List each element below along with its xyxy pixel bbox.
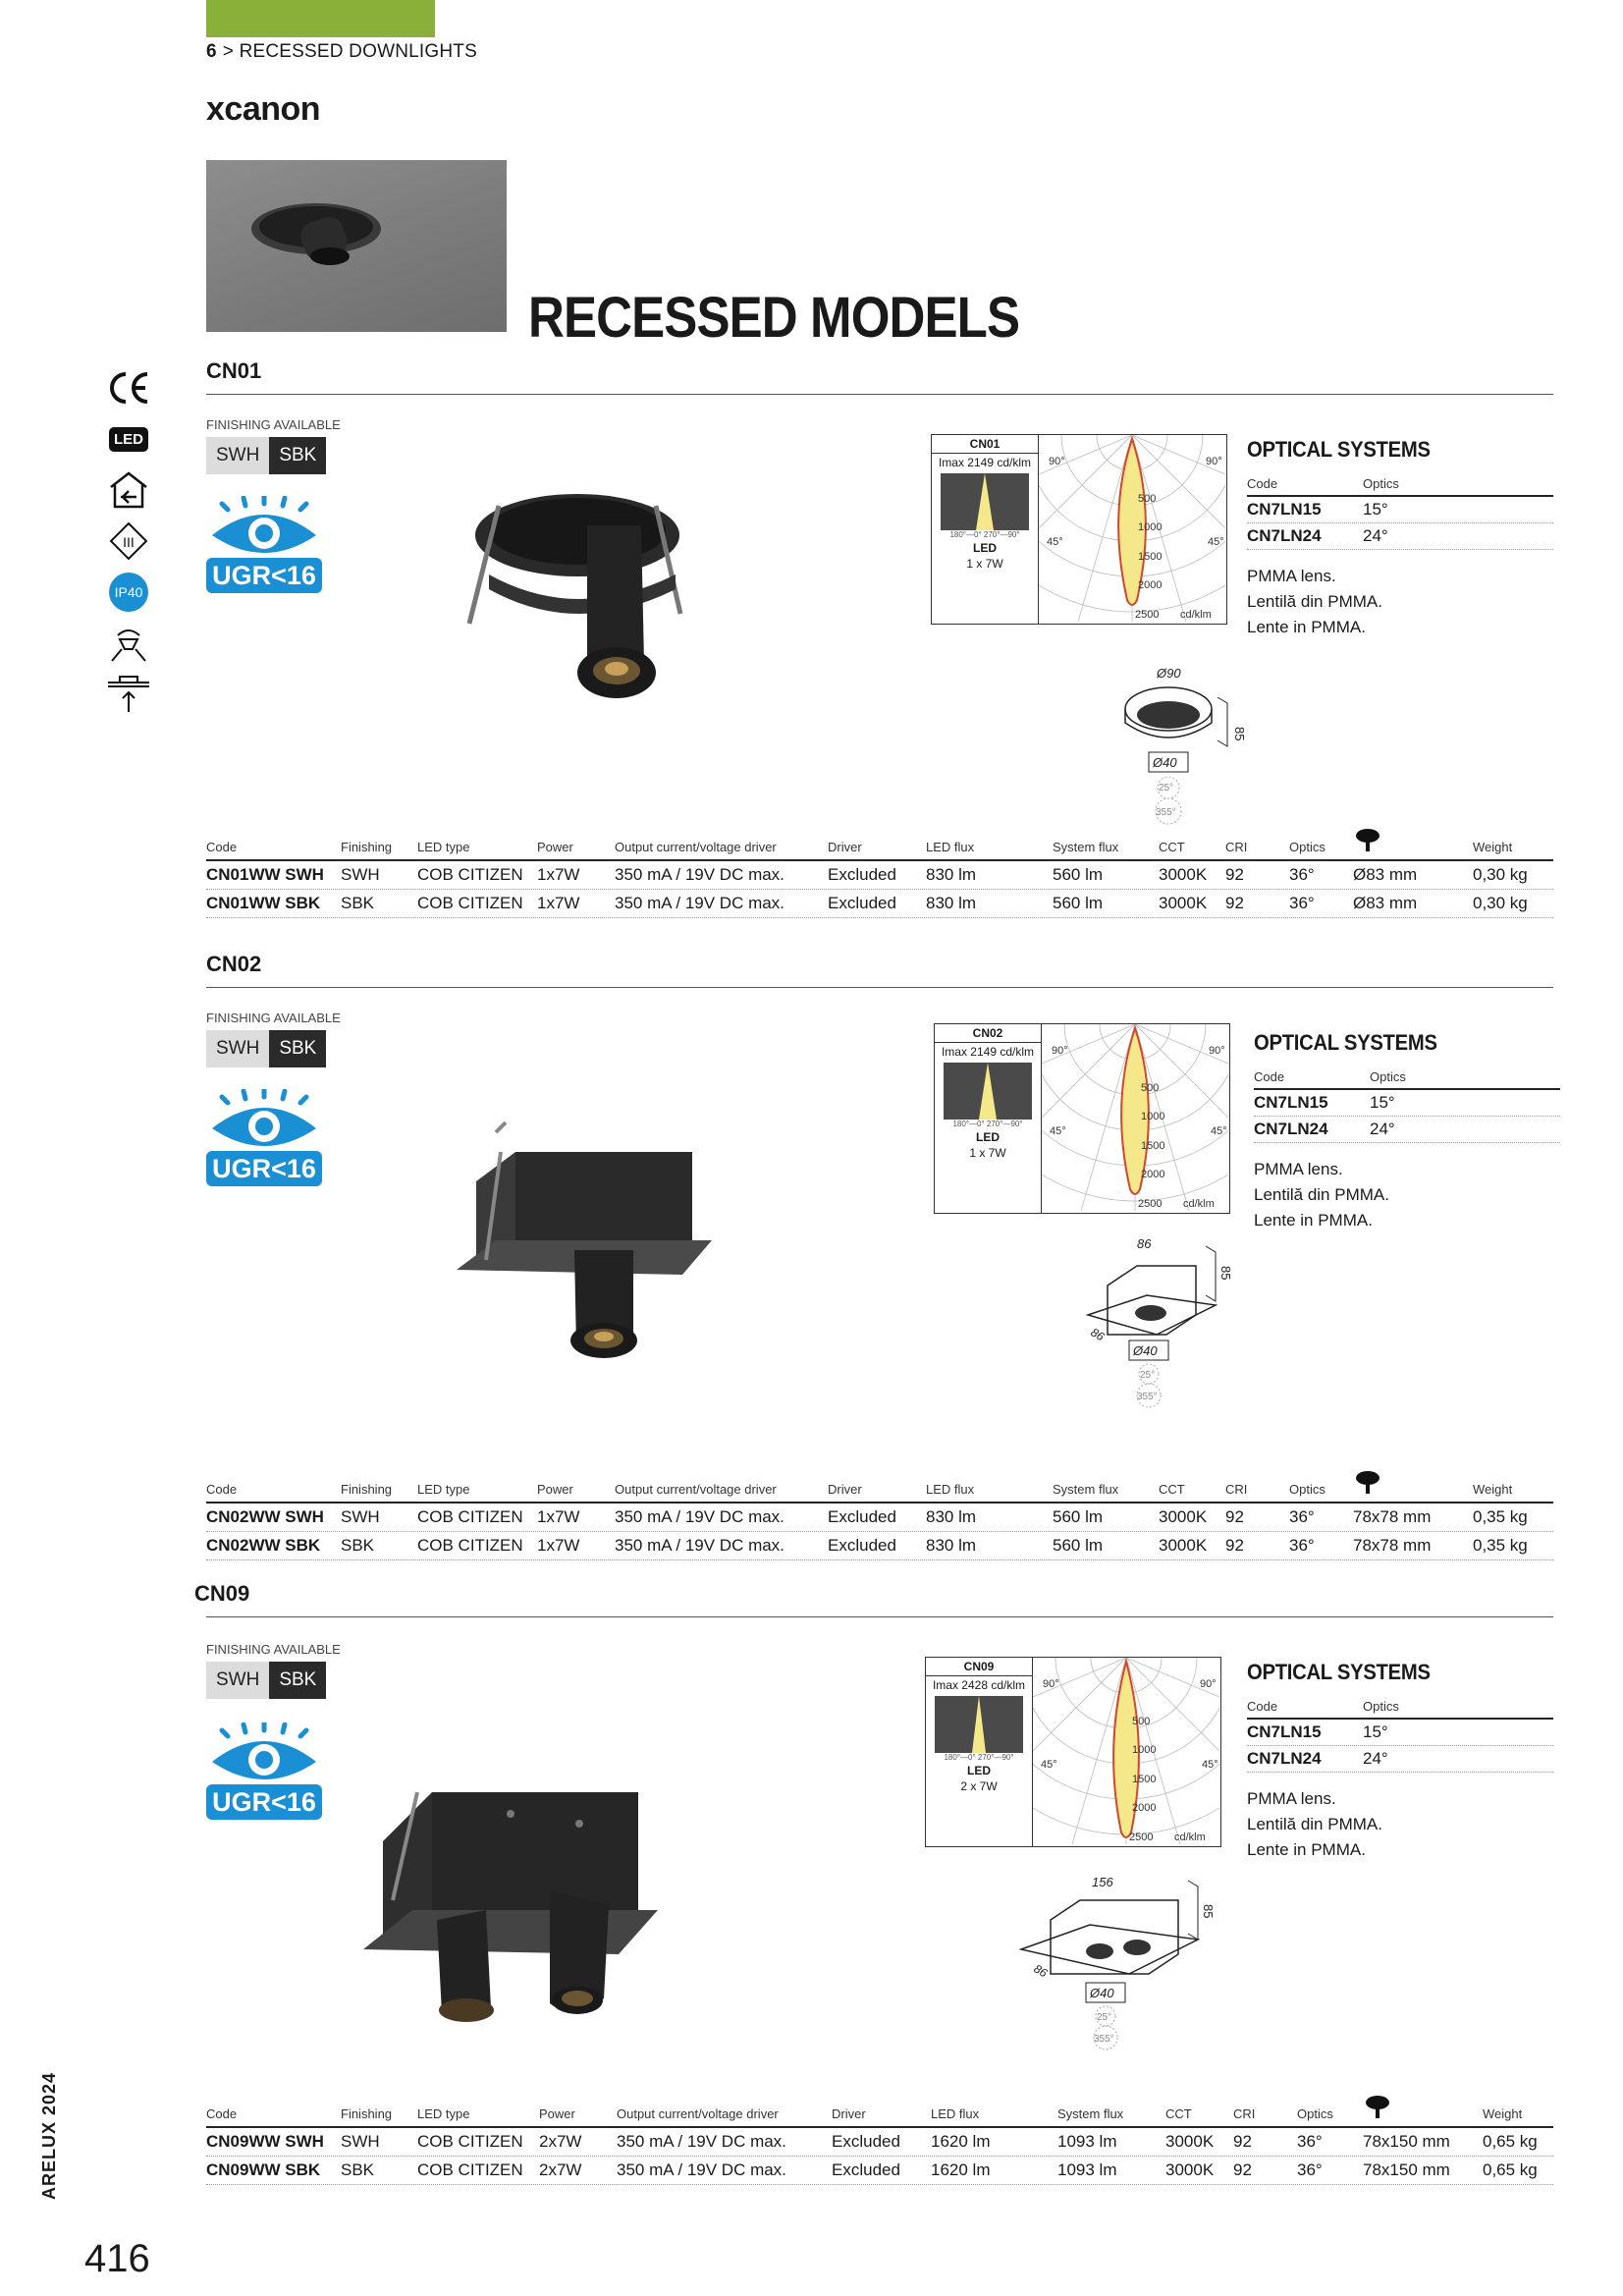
svg-text:500: 500 bbox=[1132, 1716, 1151, 1727]
polar-chart bbox=[1033, 1658, 1219, 1844]
breadcrumb bbox=[206, 41, 477, 63]
table-row: CN09WW SBK SBK COB CITIZEN 2x7W 350 mA / 19V DC max. Excluded 1620 lm 1093 lm 3000K 92 36° 78x150 mm 0,65 kg bbox=[206, 2157, 1553, 2185]
table-row: CN02WW SBK SBK COB CITIZEN 1x7W 350 mA / 19V DC max. Excluded 830 lm 560 lm 3000K 92 36° 78x78 mm 0,35 kg bbox=[206, 1532, 1553, 1560]
optics-description: PMMA lens. Lentilă din PMMA. Lente in PMMA. bbox=[1247, 567, 1382, 636]
polar-chart bbox=[1042, 1024, 1228, 1211]
svg-text:355°: 355° bbox=[1137, 1392, 1158, 1402]
class-iii-icon bbox=[106, 519, 151, 564]
led-icon bbox=[106, 416, 151, 462]
ugr-eye-icon bbox=[206, 1089, 322, 1186]
photometric-legend bbox=[935, 1024, 1042, 1213]
mini-angle-legend: 180°—0° 270°—90° bbox=[952, 1120, 1023, 1128]
optics-row: CN7LN15 15° bbox=[1254, 1090, 1560, 1117]
svg-text:85: 85 bbox=[1232, 727, 1247, 741]
finishing-label: FINISHING AVAILABLE bbox=[206, 417, 341, 432]
svg-text:500: 500 bbox=[1141, 1082, 1160, 1094]
photometric-power: 1 x 7W bbox=[969, 1146, 1006, 1160]
svg-text:1000: 1000 bbox=[1138, 521, 1163, 533]
finishing-label: FINISHING AVAILABLE bbox=[206, 1011, 341, 1025]
product-photo bbox=[457, 1113, 731, 1373]
svg-text:90°: 90° bbox=[1200, 1678, 1217, 1690]
hero-photo bbox=[206, 160, 507, 332]
photometric-title: CN02 bbox=[935, 1024, 1041, 1043]
svg-text:45°: 45° bbox=[1047, 536, 1063, 548]
svg-text:2500: 2500 bbox=[1129, 1831, 1154, 1843]
svg-text:85: 85 bbox=[1201, 1904, 1216, 1919]
table-row: CN02WW SWH SWH COB CITIZEN 1x7W 350 mA / 19V DC max. Excluded 830 lm 560 lm 3000K 92 36° 78x78 mm 0,35 kg bbox=[206, 1503, 1553, 1532]
svg-text:2500: 2500 bbox=[1135, 609, 1160, 621]
page-number: 416 bbox=[84, 2237, 150, 2280]
svg-text:Ø40: Ø40 bbox=[1133, 1343, 1158, 1358]
optics-row: CN7LN15 15° bbox=[1247, 1720, 1553, 1746]
certification-icons bbox=[106, 365, 163, 723]
breadcrumb-separator: > bbox=[222, 41, 235, 62]
ugr-badge: UGR<16 bbox=[206, 1784, 322, 1820]
svg-text:25°: 25° bbox=[1097, 2012, 1112, 2023]
adjustable-icon bbox=[106, 621, 151, 666]
led-icon-label: LED bbox=[109, 427, 148, 452]
product-section-cn01 bbox=[206, 358, 1553, 928]
svg-text:Ø40: Ø40 bbox=[1153, 755, 1177, 770]
section-divider bbox=[206, 987, 1553, 988]
led-mark: LED bbox=[967, 1764, 991, 1777]
finish-sbk: SBK bbox=[269, 1662, 326, 1699]
spec-table bbox=[206, 1482, 1553, 1560]
indoor-icon bbox=[106, 467, 151, 513]
svg-text:86: 86 bbox=[1031, 1961, 1051, 1981]
section-divider bbox=[206, 1616, 1553, 1617]
dimension-drawing bbox=[1068, 1227, 1245, 1413]
ugr-badge: UGR<16 bbox=[206, 1151, 322, 1186]
dimension-drawing bbox=[1109, 658, 1267, 845]
mounting-hole-icon bbox=[1353, 828, 1382, 854]
mini-angle-legend: 180°—0° 270°—90° bbox=[944, 1753, 1014, 1762]
photometric-power: 2 x 7W bbox=[960, 1779, 998, 1793]
finish-swatches bbox=[206, 1662, 326, 1699]
led-mark: LED bbox=[976, 1130, 1000, 1144]
photometric-imax: Imax 2149 cd/klm bbox=[941, 1045, 1035, 1059]
optics-row: CN7LN15 15° bbox=[1247, 497, 1553, 523]
spec-table bbox=[206, 840, 1553, 918]
finish-swh: SWH bbox=[206, 1030, 269, 1067]
polar-chart bbox=[1039, 435, 1225, 622]
recessed-icon bbox=[106, 672, 151, 717]
optics-row: CN7LN24 24° bbox=[1254, 1117, 1560, 1143]
svg-text:156: 156 bbox=[1092, 1875, 1113, 1889]
product-name: CN01 bbox=[206, 358, 262, 383]
finish-sbk: SBK bbox=[269, 1030, 326, 1067]
svg-text:90°: 90° bbox=[1043, 1678, 1059, 1690]
photometric-imax: Imax 2149 cd/klm bbox=[938, 456, 1032, 469]
ugr-badge: UGR<16 bbox=[206, 558, 322, 593]
product-name: CN09 bbox=[194, 1581, 250, 1606]
optics-description: PMMA lens. Lentilă din PMMA. Lente in PMMA. bbox=[1254, 1160, 1389, 1230]
svg-text:45°: 45° bbox=[1041, 1759, 1057, 1771]
optical-systems-title: OPTICAL SYSTEMS bbox=[1247, 1660, 1431, 1684]
optical-systems: OPTICAL SYSTEMS Code Optics CN7LN15 15° CN7LN24 24° PMMA lens. Lentilă din PMMA. Lente in PMMA. bbox=[1254, 1030, 1560, 1233]
product-section-cn09 bbox=[194, 1581, 1553, 2190]
svg-text:45°: 45° bbox=[1202, 1759, 1218, 1771]
svg-text:2000: 2000 bbox=[1138, 579, 1163, 591]
finish-swatches bbox=[206, 1030, 326, 1067]
svg-text:25°: 25° bbox=[1159, 783, 1174, 793]
beam-preview bbox=[941, 473, 1029, 530]
product-name: CN02 bbox=[206, 952, 262, 976]
ip40-icon bbox=[106, 570, 151, 615]
finish-swh: SWH bbox=[206, 1662, 269, 1699]
photometric-legend bbox=[932, 435, 1039, 624]
svg-text:1000: 1000 bbox=[1141, 1111, 1165, 1122]
optical-systems: OPTICAL SYSTEMS Code Optics CN7LN15 15° CN7LN24 24° PMMA lens. Lentilă din PMMA. Lente in PMMA. bbox=[1247, 1660, 1553, 1863]
svg-text:2000: 2000 bbox=[1141, 1169, 1165, 1180]
photometric-imax: Imax 2428 cd/klm bbox=[932, 1678, 1026, 1692]
svg-text:2000: 2000 bbox=[1132, 1802, 1157, 1814]
catalog-year-label: ARELUX 2024 bbox=[39, 2071, 59, 2200]
svg-text:2500: 2500 bbox=[1138, 1198, 1163, 1210]
brand-logo: xcanon bbox=[206, 90, 321, 128]
optical-systems-title: OPTICAL SYSTEMS bbox=[1247, 437, 1431, 462]
breadcrumb-index: 6 bbox=[206, 41, 217, 62]
table-row: CN01WW SBK SBK COB CITIZEN 1x7W 350 mA / 19V DC max. Excluded 830 lm 560 lm 3000K 92 36° Ø83 mm 0,30 kg bbox=[206, 890, 1553, 918]
beam-preview bbox=[944, 1063, 1032, 1120]
photometric-title: CN01 bbox=[932, 435, 1038, 454]
svg-text:90°: 90° bbox=[1209, 1045, 1225, 1057]
table-row: CN09WW SWH SWH COB CITIZEN 2x7W 350 mA / 19V DC max. Excluded 1620 lm 1093 lm 3000K 92 36° 78x150 mm 0,65 kg bbox=[206, 2128, 1553, 2157]
svg-text:cd/klm: cd/klm bbox=[1180, 609, 1212, 621]
class-iii-label: III bbox=[123, 534, 135, 550]
header-accent-bar bbox=[206, 0, 435, 37]
breadcrumb-section: RECESSED DOWNLIGHTS bbox=[239, 41, 477, 62]
table-row: CN01WW SWH SWH COB CITIZEN 1x7W 350 mA / 19V DC max. Excluded 830 lm 560 lm 3000K 92 36° Ø83 mm 0,30 kg bbox=[206, 861, 1553, 890]
svg-text:86: 86 bbox=[1137, 1236, 1152, 1251]
ip40-label: IP40 bbox=[109, 573, 148, 612]
svg-text:1500: 1500 bbox=[1138, 551, 1163, 563]
svg-text:86: 86 bbox=[1088, 1325, 1108, 1344]
photometric-title: CN09 bbox=[926, 1658, 1032, 1676]
spec-table-header: Code Finishing LED type Power Output current/voltage driver Driver LED flux System flux CCT CRI Optics Weight bbox=[206, 840, 1553, 861]
svg-text:90°: 90° bbox=[1052, 1045, 1068, 1057]
mounting-hole-icon bbox=[1353, 1470, 1382, 1497]
mini-angle-legend: 180°—0° 270°—90° bbox=[949, 530, 1020, 539]
svg-text:355°: 355° bbox=[1094, 2034, 1114, 2045]
beam-preview bbox=[935, 1696, 1023, 1753]
svg-text:90°: 90° bbox=[1049, 456, 1065, 467]
dimension-drawing bbox=[1001, 1861, 1217, 2062]
product-section-cn02 bbox=[206, 952, 1553, 1565]
spec-table-header: Code Finishing LED type Power Output current/voltage driver Driver LED flux System flux CCT CRI Optics Weight bbox=[206, 1482, 1553, 1503]
finish-swh: SWH bbox=[206, 437, 269, 474]
svg-text:Ø90: Ø90 bbox=[1157, 666, 1181, 681]
ugr-eye-icon bbox=[206, 496, 322, 593]
spec-table-header: Code Finishing LED type Power Output current/voltage driver Driver LED flux System flux CCT CRI Optics Weight bbox=[206, 2106, 1553, 2128]
svg-text:cd/klm: cd/klm bbox=[1174, 1831, 1206, 1843]
svg-text:Ø40: Ø40 bbox=[1090, 1986, 1114, 2000]
photometric-legend bbox=[926, 1658, 1033, 1846]
mounting-hole-icon bbox=[1363, 2095, 1392, 2121]
ce-mark-icon bbox=[106, 365, 151, 410]
svg-text:355°: 355° bbox=[1156, 807, 1176, 818]
photometric-diagram bbox=[934, 1023, 1230, 1214]
spec-table bbox=[206, 2106, 1553, 2185]
photometric-diagram bbox=[931, 434, 1227, 625]
svg-text:1500: 1500 bbox=[1141, 1140, 1165, 1152]
page-title: RECESSED MODELS bbox=[528, 286, 1020, 350]
svg-text:45°: 45° bbox=[1208, 536, 1224, 548]
optics-row: CN7LN24 24° bbox=[1247, 523, 1553, 550]
finish-sbk: SBK bbox=[269, 437, 326, 474]
photometric-power: 1 x 7W bbox=[966, 557, 1003, 571]
svg-text:cd/klm: cd/klm bbox=[1183, 1198, 1215, 1210]
svg-text:45°: 45° bbox=[1050, 1125, 1066, 1137]
optical-systems: OPTICAL SYSTEMS Code Optics CN7LN15 15° CN7LN24 24° PMMA lens. Lentilă din PMMA. Lente in PMMA. bbox=[1247, 437, 1553, 640]
photometric-diagram bbox=[925, 1657, 1221, 1847]
optics-description: PMMA lens. Lentilă din PMMA. Lente in PMMA. bbox=[1247, 1789, 1382, 1859]
svg-text:25°: 25° bbox=[1140, 1370, 1156, 1381]
section-divider bbox=[206, 394, 1553, 395]
product-photo bbox=[363, 1733, 668, 2033]
ugr-eye-icon bbox=[206, 1722, 322, 1820]
svg-text:45°: 45° bbox=[1211, 1125, 1227, 1137]
product-photo bbox=[460, 466, 715, 717]
svg-text:90°: 90° bbox=[1206, 456, 1222, 467]
svg-text:500: 500 bbox=[1138, 493, 1157, 505]
led-mark: LED bbox=[973, 541, 997, 555]
optical-systems-title: OPTICAL SYSTEMS bbox=[1254, 1030, 1437, 1055]
svg-text:1000: 1000 bbox=[1132, 1744, 1157, 1756]
finish-swatches bbox=[206, 437, 326, 474]
optics-row: CN7LN24 24° bbox=[1247, 1746, 1553, 1773]
svg-text:1500: 1500 bbox=[1132, 1774, 1157, 1785]
finishing-label: FINISHING AVAILABLE bbox=[206, 1642, 341, 1657]
svg-text:85: 85 bbox=[1218, 1266, 1233, 1281]
